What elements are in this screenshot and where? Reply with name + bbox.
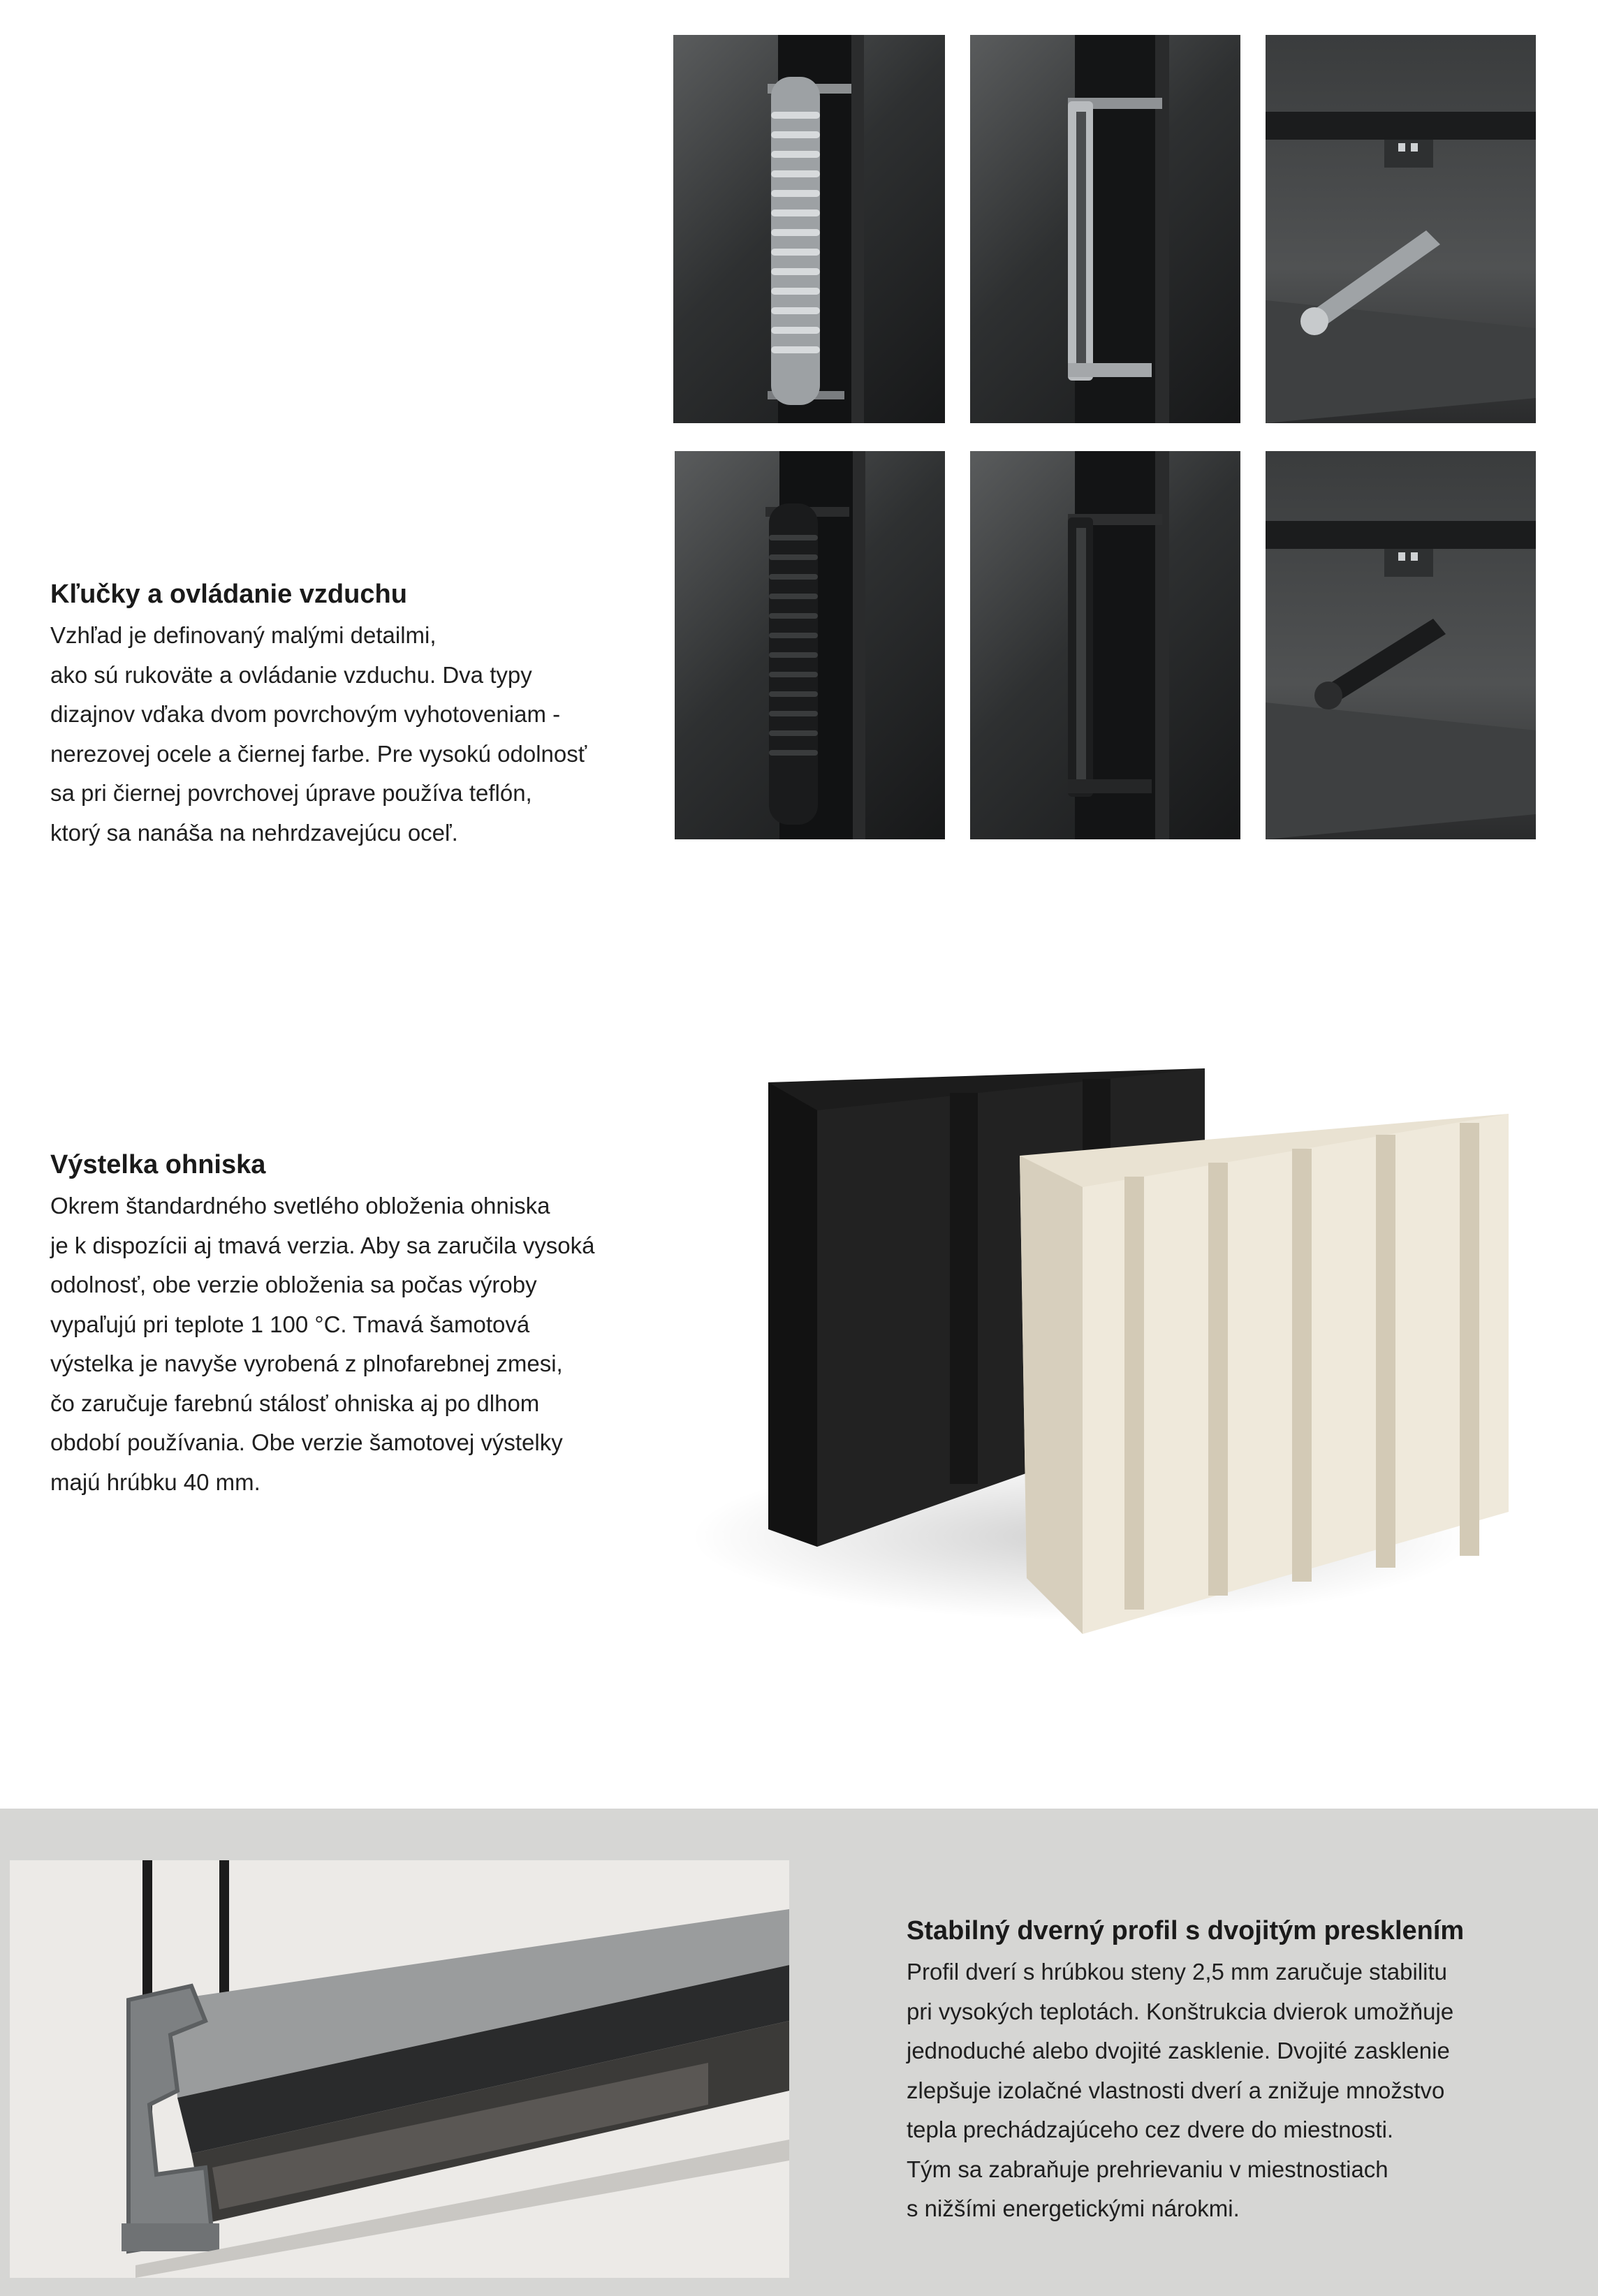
lining-line: vypaľujú pri teplote 1 100 °C. Tmavá šamotová xyxy=(50,1311,530,1337)
photo-loop-handle-black xyxy=(970,451,1240,839)
lining-line: Okrem štandardného svetlého obloženia ohniska xyxy=(50,1193,550,1219)
handles-line: sa pri čiernej povrchovej úprave používa teflón, xyxy=(50,780,532,806)
lining-title: Výstelka ohniska xyxy=(50,1150,266,1179)
handles-line: ako sú rukoväte a ovládanie vzduchu. Dva typy xyxy=(50,661,532,688)
handles-line: ktorý sa nanáša na nehrdzavejúcu oceľ. xyxy=(50,819,458,846)
firebrick-icon xyxy=(691,1047,1530,1676)
profile-line: pri vysokých teplotách. Konštrukcia dvierok umožňuje xyxy=(907,1998,1454,2024)
profile-line: Profil dverí s hrúbkou steny 2,5 mm zaručuje stabilitu xyxy=(907,1959,1448,1985)
profile-line: Tým sa zabraňuje prehrievaniu v miestnostiach xyxy=(907,2156,1388,2182)
handles-line: dizajnov vďaka dvom povrchovým vyhotoveniam - xyxy=(50,701,561,727)
door-profile-icon xyxy=(10,1860,789,2278)
profile-description xyxy=(907,1952,1464,2229)
lining-section xyxy=(50,1147,594,1502)
handles-description xyxy=(50,616,587,853)
spiral-handle-black-icon xyxy=(675,451,945,839)
spiral-handle-steel-icon xyxy=(673,35,945,423)
lining-line: majú hrúbku 40 mm. xyxy=(50,1469,261,1495)
handles-line: nerezovej ocele a čiernej farbe. Pre vysokú odolnosť xyxy=(50,740,587,767)
handles-line: Vzhľad je definovaný malými detailmi, xyxy=(50,622,437,648)
profile-line: tepla prechádzajúceho cez dvere do miestnosti. xyxy=(907,2117,1394,2142)
profile-line: zlepšuje izolačné vlastnosti dverí a znižuje množstvo xyxy=(907,2077,1445,2103)
loop-handle-steel-icon xyxy=(970,35,1240,423)
photo-loop-handle-steel xyxy=(970,35,1240,423)
lining-line: čo zaručuje farebnú stálosť ohniska aj po dlhom xyxy=(50,1390,540,1416)
lining-line: je k dispozícii aj tmavá verzia. Aby sa zaručila vysoká xyxy=(50,1232,595,1258)
photo-air-control-black xyxy=(1266,451,1536,839)
lining-line: odolnosť, obe verzie obloženia sa počas výroby xyxy=(50,1272,537,1297)
profile-title: Stabilný dverný profil s dvojitým presklením xyxy=(907,1916,1465,1945)
lining-line: výstelka je navyše vyrobená z plnofarebnej zmesi, xyxy=(50,1351,563,1376)
lining-description xyxy=(50,1186,594,1502)
handles-title: Kľučky a ovládanie vzduchu xyxy=(50,580,407,609)
profile-section xyxy=(907,1913,1464,2229)
profile-line: jednoduché alebo dvojité zasklenie. Dvojité zasklenie xyxy=(907,2038,1450,2063)
air-control-rod-steel-icon xyxy=(1266,35,1536,423)
lining-line: období používania. Obe verzie šamotovej výstelky xyxy=(50,1429,563,1455)
loop-handle-black-icon xyxy=(970,451,1240,839)
profile-line: s nižšími energetickými nárokmi. xyxy=(907,2195,1240,2221)
handles-section xyxy=(50,577,587,853)
air-control-rod-black-icon xyxy=(1266,451,1536,839)
photo-air-control-steel xyxy=(1266,35,1536,423)
door-profile-image xyxy=(10,1860,789,2278)
lining-bricks-image xyxy=(691,1047,1530,1676)
photo-spiral-handle-black xyxy=(675,451,945,839)
photo-spiral-handle-steel xyxy=(673,35,945,423)
